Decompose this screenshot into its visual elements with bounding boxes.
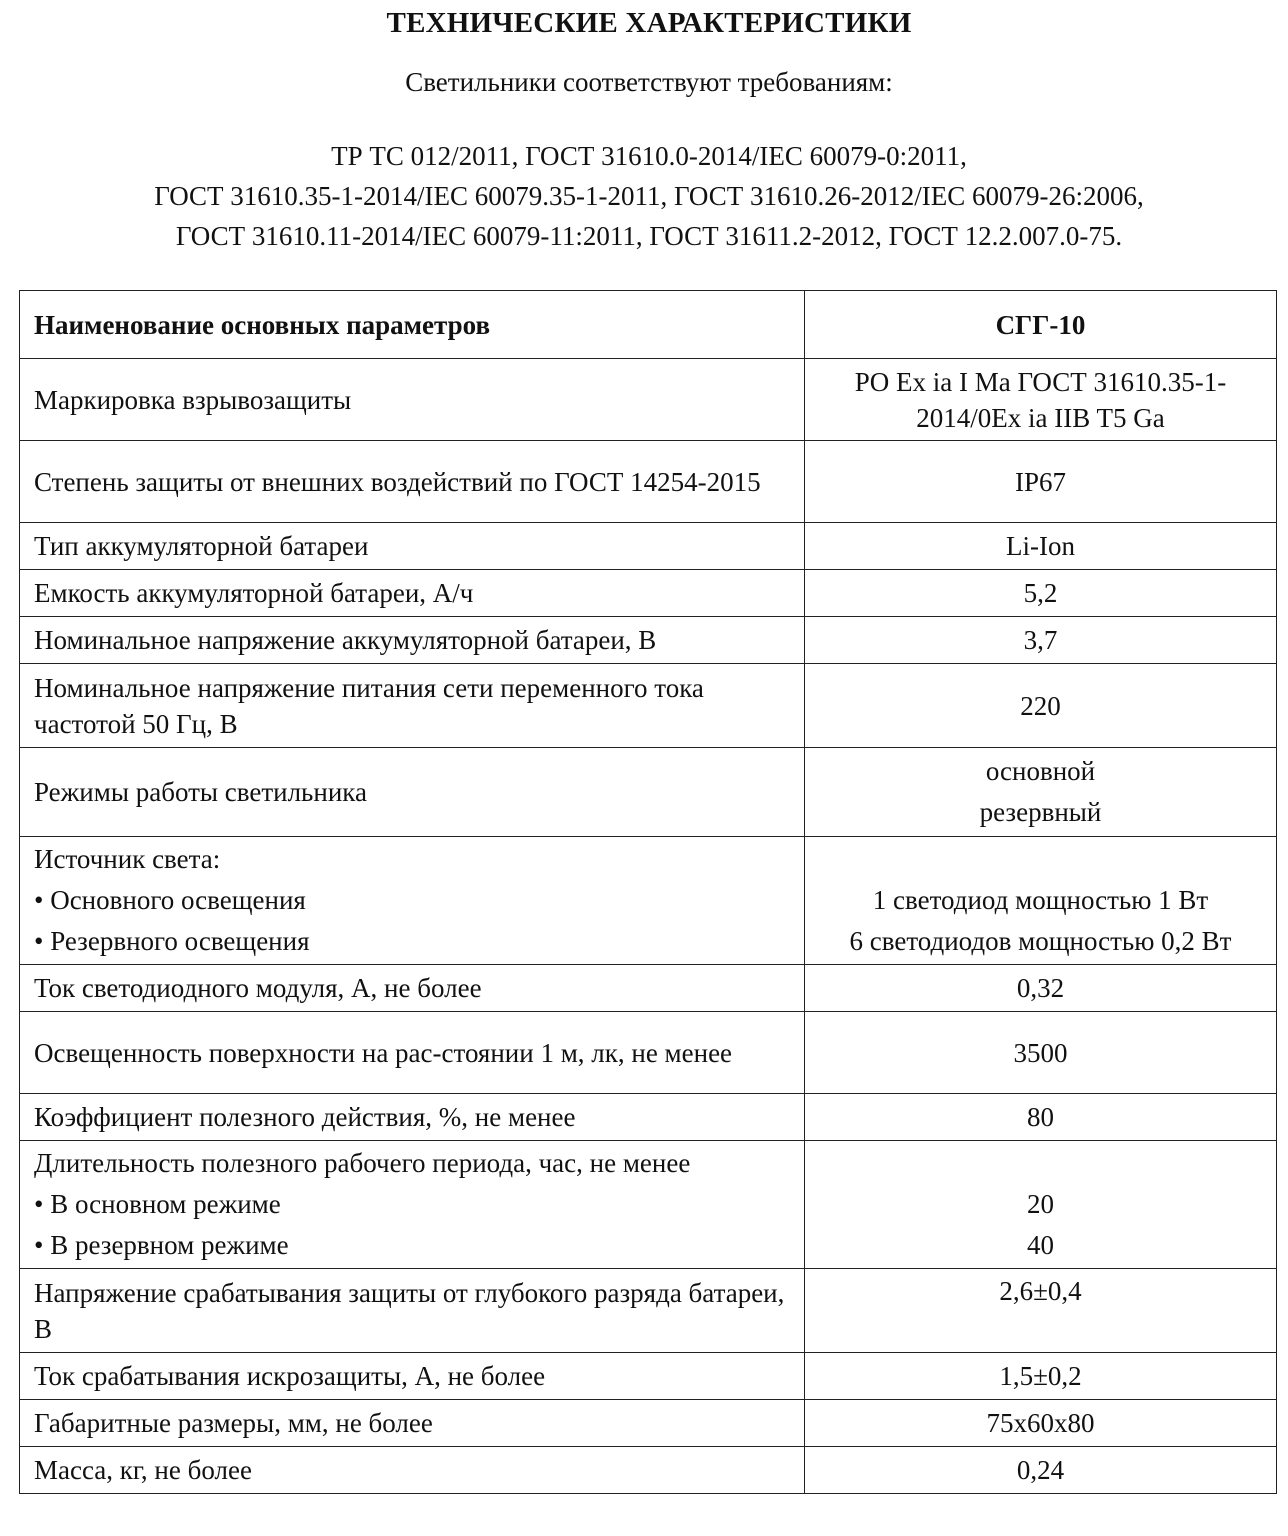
table-row [20,1269,1277,1353]
standards-line: ТР ТС 012/2011, ГОСТ 31610.0-2014/IEC 60079-0:2011, [331,141,967,171]
table-row [20,1012,1277,1094]
table-row [20,617,1277,664]
header-model-cell: СГГ-10 [805,291,1277,359]
table-row [20,837,1277,965]
value-cell: 2,6±0,4 [805,1269,1277,1353]
param-cell: Маркировка взрывозащиты [20,359,805,441]
table-row [20,1141,1277,1269]
param-cell [20,1141,805,1269]
table-row [20,359,1277,441]
param-line: • В резервном режиме [34,1230,289,1260]
value-cell: 0,24 [805,1447,1277,1494]
param-cell: Режимы работы светильника [20,748,805,837]
param-cell: Ток срабатывания искрозащиты, А, не более [20,1353,805,1400]
param-cell: Ток светодиодного модуля, А, не более [20,965,805,1012]
table-row [20,1447,1277,1494]
value-cell: 75х60х80 [805,1400,1277,1447]
table-row [20,1094,1277,1141]
value-line: 1 светодиод мощностью 1 Вт [872,885,1209,915]
value-cell: Li-Ion [805,523,1277,570]
value-cell: 3500 [805,1012,1277,1094]
value-cell [805,837,1277,965]
value-cell [805,748,1277,837]
value-cell: 1,5±0,2 [805,1353,1277,1400]
value-cell: 0,32 [805,965,1277,1012]
table-row [20,441,1277,523]
table-row [20,1353,1277,1400]
header-param-cell: Наименование основных параметров [20,291,805,359]
param-cell [20,837,805,965]
value-line: 6 светодиодов мощностью 0,2 Вт [849,926,1232,956]
table-header-row [20,291,1277,359]
param-line: • В основном режиме [34,1189,281,1219]
param-line: • Резервного освещения [34,926,310,956]
standards-list [0,136,1288,256]
param-line: • Основного освещения [34,885,306,915]
param-cell: Тип аккумуляторной батареи [20,523,805,570]
param-cell: Освещенность поверхности на рас-стоянии 1 м, лк, не менее [20,1012,805,1094]
table-row [20,748,1277,837]
value-line: резервный [979,797,1102,827]
param-line: Длительность полезного рабочего периода, час, не менее [34,1148,691,1178]
value-cell [805,1141,1277,1269]
document-subtitle: Светильники соответствуют требованиям: [405,67,893,97]
value-line [819,1143,1262,1184]
param-cell: Номинальное напряжение питания сети переменного тока частотой 50 Гц, В [20,664,805,748]
specifications-table [19,290,1277,1494]
value-line [819,839,1262,880]
value-line: основной [985,756,1096,786]
table-row [20,570,1277,617]
table-row [20,523,1277,570]
value-cell: PO Ex ia I Ma ГОСТ 31610.35-1-2014/0Ex ia IIB T5 Ga [805,359,1277,441]
param-cell: Масса, кг, не более [20,1447,805,1494]
document-title: ТЕХНИЧЕСКИЕ ХАРАКТЕРИСТИКИ [386,7,912,39]
standards-line: ГОСТ 31610.11-2014/IEC 60079-11:2011, ГОСТ 31611.2-2012, ГОСТ 12.2.007.0-75. [175,221,1123,251]
param-cell: Степень защиты от внешних воздействий по ГОСТ 14254-2015 [20,441,805,523]
param-cell: Напряжение срабатывания защиты от глубокого разряда батареи, В [20,1269,805,1353]
standards-line: ГОСТ 31610.35-1-2014/IEC 60079.35-1-2011, ГОСТ 31610.26-2012/IEC 60079-26:2006, [154,181,1144,211]
param-cell: Номинальное напряжение аккумуляторной батареи, В [20,617,805,664]
value-cell: 3,7 [805,617,1277,664]
param-line: Источник света: [34,844,221,874]
table-row [20,965,1277,1012]
table-row [20,664,1277,748]
value-line: 40 [1027,1230,1054,1260]
param-cell: Коэффициент полезного действия, %, не менее [20,1094,805,1141]
value-line: 20 [1027,1189,1054,1219]
param-cell: Емкость аккумуляторной батареи, А/ч [20,570,805,617]
param-cell: Габаритные размеры, мм, не более [20,1400,805,1447]
value-cell: IP67 [805,441,1277,523]
value-cell: 5,2 [805,570,1277,617]
value-cell: 220 [805,664,1277,748]
value-cell: 80 [805,1094,1277,1141]
table-row [20,1400,1277,1447]
